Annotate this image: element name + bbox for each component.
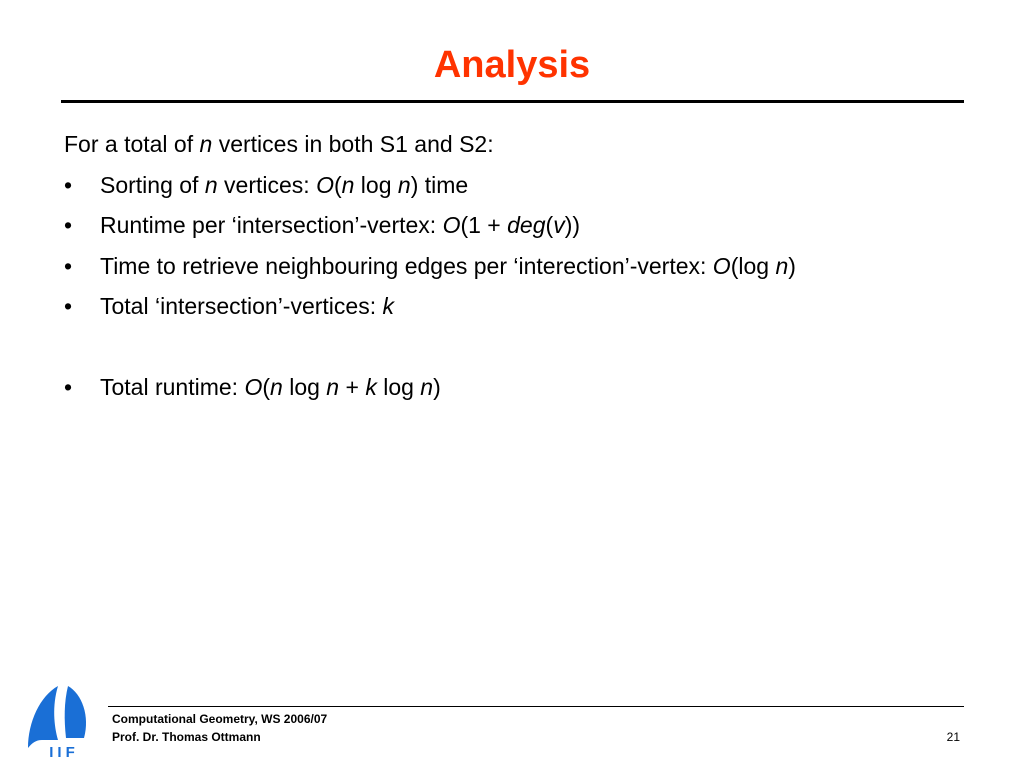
bullet-text: ) time xyxy=(410,171,469,198)
bullet-spacer xyxy=(64,327,984,367)
var-n: n xyxy=(775,252,789,279)
intro-line xyxy=(64,124,984,165)
bullet-text: ( xyxy=(545,212,554,238)
bullet-icon: • xyxy=(64,252,73,279)
bullet-text: ) xyxy=(433,373,441,400)
bullet-text: ) xyxy=(788,252,796,279)
slide-title: Analysis xyxy=(433,44,591,86)
bullet-text: log xyxy=(376,373,421,400)
bullet-text: Time to retrieve neighbouring edges per ‘interection’-vertex: xyxy=(100,252,713,279)
big-o: O xyxy=(442,212,461,238)
big-o: O xyxy=(316,171,334,198)
bullet-icon: • xyxy=(64,171,73,198)
var-v: v xyxy=(553,212,565,238)
bullet-sorting xyxy=(64,165,984,206)
bullet-text: Runtime per ‘intersection’-vertex: xyxy=(100,212,443,238)
var-k: k xyxy=(382,293,394,319)
footer-divider xyxy=(108,706,964,707)
bullet-text: (log xyxy=(730,252,776,279)
var-deg: deg xyxy=(507,212,546,238)
logo-left-sail xyxy=(28,686,58,748)
var-n: n xyxy=(199,131,213,157)
bullet-text: Total ‘intersection’-vertices: xyxy=(100,293,383,319)
bullet-text: Total runtime: xyxy=(100,373,245,400)
bullet-text: vertices: xyxy=(217,171,317,198)
slide-content xyxy=(64,124,984,407)
var-n: n xyxy=(326,373,340,400)
footer-course-title: Computational Geometry, WS 2006/07 xyxy=(112,712,328,726)
var-n: n xyxy=(204,171,218,198)
var-k: k xyxy=(365,373,377,400)
bullet-total-vertices xyxy=(64,286,984,327)
bullet-runtime-per-vertex xyxy=(64,205,984,246)
logo-lettering: IIF xyxy=(49,744,79,760)
footer-professor: Prof. Dr. Thomas Ottmann xyxy=(112,730,261,744)
intro-text: vertices in both S1 and S2: xyxy=(212,131,494,157)
big-o: O xyxy=(712,252,731,279)
bullet-text: Sorting of xyxy=(100,171,205,198)
bullet-total-runtime xyxy=(64,367,984,408)
bullet-icon: • xyxy=(64,293,73,319)
bullet-text: ( xyxy=(262,373,271,400)
bullet-text: )) xyxy=(564,212,581,238)
bullet-text: (1 + xyxy=(460,212,508,238)
var-n: n xyxy=(397,171,411,198)
title-divider xyxy=(61,100,964,103)
bullet-icon: • xyxy=(64,212,73,238)
big-o: O xyxy=(244,373,263,400)
bullet-text: log xyxy=(354,171,398,198)
bullet-text: + xyxy=(339,373,366,400)
logo-right-sail xyxy=(65,686,86,738)
var-n: n xyxy=(341,171,355,198)
bullet-text: log xyxy=(282,373,327,400)
intro-text: For a total of xyxy=(64,131,200,157)
bullet-text: ( xyxy=(333,171,342,198)
bullet-icon: • xyxy=(64,373,73,400)
bullet-retrieve-time xyxy=(64,246,984,287)
iif-logo-icon xyxy=(22,680,96,760)
var-n: n xyxy=(270,373,283,400)
page-number: 21 xyxy=(946,730,960,744)
var-n: n xyxy=(420,373,434,400)
